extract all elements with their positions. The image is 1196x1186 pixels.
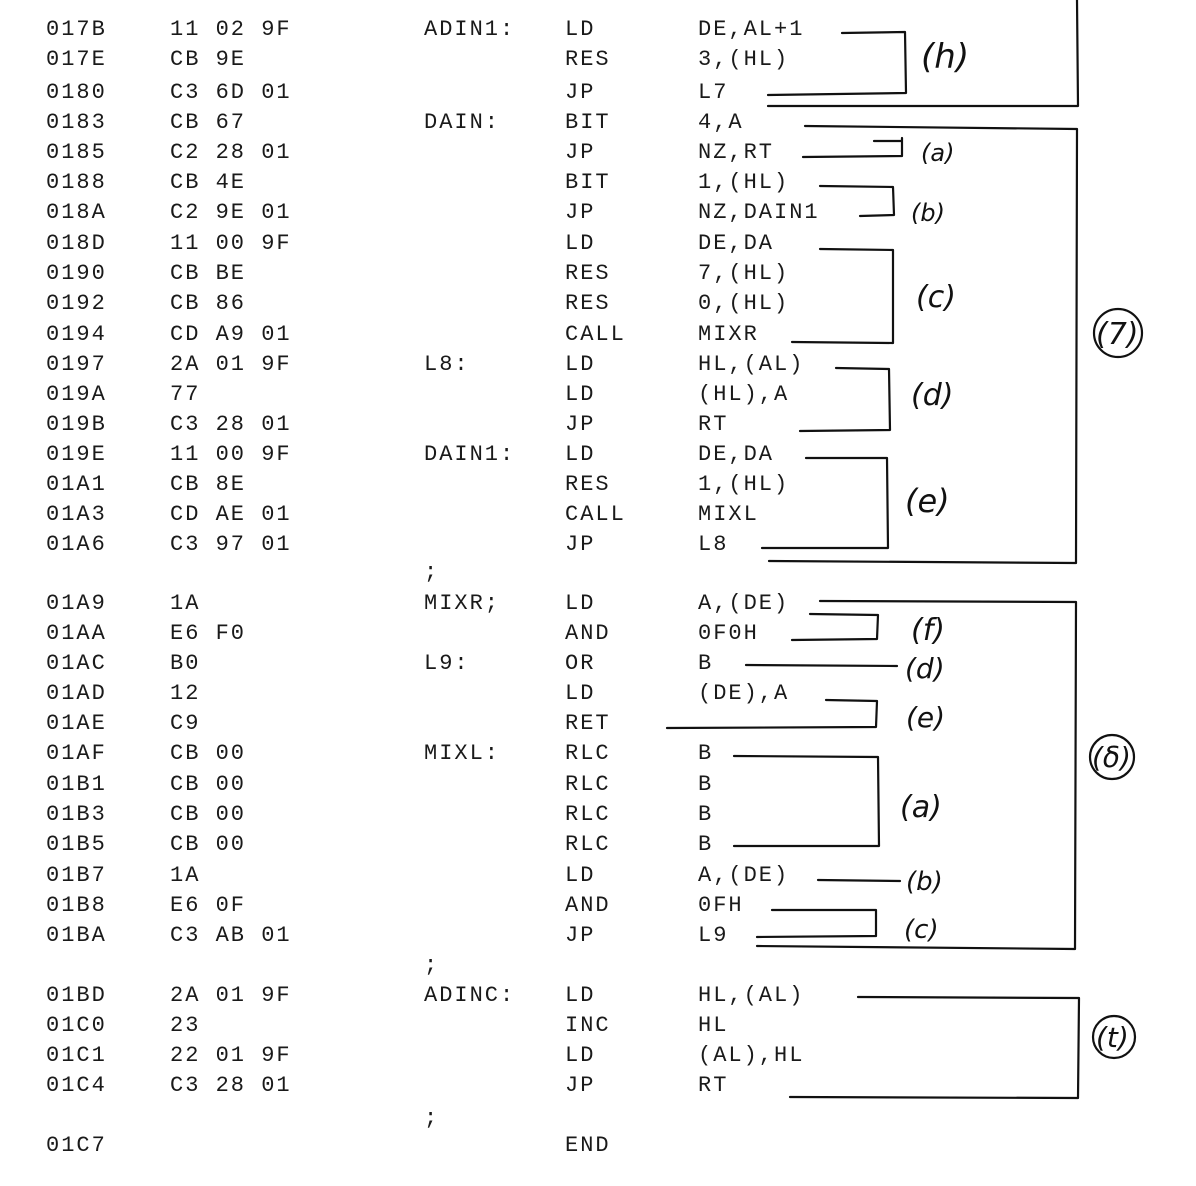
mnemonic: LD	[565, 17, 596, 42]
opcode-bytes: 2A 01 9F	[170, 352, 292, 377]
mnemonic: RES	[565, 472, 611, 497]
operand: L9	[698, 923, 729, 948]
operand: 0F0H	[698, 621, 759, 646]
address: 01BD	[46, 983, 107, 1008]
opcode-bytes: 1A	[170, 591, 201, 616]
operand: B	[698, 651, 714, 676]
address: 01C7	[46, 1133, 107, 1158]
address: 0188	[46, 170, 107, 195]
operand: B	[698, 832, 714, 857]
operand: HL	[698, 1013, 729, 1038]
opcode-bytes: 77	[170, 382, 201, 407]
opcode-bytes: CB 4E	[170, 170, 247, 195]
address: 01AE	[46, 711, 107, 736]
mnemonic: JP	[565, 200, 596, 225]
annotation-d1: (d)	[911, 378, 954, 413]
mnemonic: RES	[565, 291, 611, 316]
opcode-bytes: E6 0F	[170, 893, 247, 918]
opcode-bytes: E6 F0	[170, 621, 247, 646]
opcode-bytes: C3 AB 01	[170, 923, 292, 948]
opcode-bytes: CB 9E	[170, 47, 247, 72]
mnemonic: AND	[565, 621, 611, 646]
address: 01B3	[46, 802, 107, 827]
mnemonic: END	[565, 1133, 611, 1158]
bracket-b1	[820, 186, 894, 216]
operand: 1,(HL)	[698, 472, 790, 497]
mnemonic: CALL	[565, 502, 626, 527]
address: 0197	[46, 352, 107, 377]
annotation-c1: (c)	[916, 280, 956, 315]
opcode-bytes: C3 6D 01	[170, 80, 292, 105]
operand: B	[698, 802, 714, 827]
opcode-bytes: CB 00	[170, 832, 247, 857]
opcode-bytes: C2 9E 01	[170, 200, 292, 225]
operand: A,(DE)	[698, 863, 790, 888]
asm-label: DAIN:	[424, 110, 501, 135]
operand: DE,AL+1	[698, 17, 805, 42]
address: 0183	[46, 110, 107, 135]
mnemonic: INC	[565, 1013, 611, 1038]
operand: RT	[698, 1073, 729, 1098]
address: 01C1	[46, 1043, 107, 1068]
opcode-bytes: 1A	[170, 863, 201, 888]
opcode-bytes: CD AE 01	[170, 502, 292, 527]
separator: ;	[424, 953, 438, 978]
mnemonic: JP	[565, 923, 596, 948]
operand: NZ,RT	[698, 140, 775, 165]
operand: 1,(HL)	[698, 170, 790, 195]
mnemonic: AND	[565, 893, 611, 918]
address: 01A6	[46, 532, 107, 557]
address: 01B7	[46, 863, 107, 888]
bracket-b2	[818, 880, 900, 881]
mnemonic: JP	[565, 140, 596, 165]
bracket-c2	[757, 910, 876, 937]
mnemonic: RLC	[565, 832, 611, 857]
mnemonic: CALL	[565, 322, 626, 347]
bracket-t	[790, 997, 1079, 1098]
operand: DE,DA	[698, 231, 775, 256]
asm-label: L8:	[424, 352, 470, 377]
address: 01AD	[46, 681, 107, 706]
mnemonic: OR	[565, 651, 596, 676]
mnemonic: BIT	[565, 170, 611, 195]
opcode-bytes: CB 00	[170, 802, 247, 827]
address: 01AC	[46, 651, 107, 676]
opcode-bytes: B0	[170, 651, 201, 676]
annotation-d2: (d)	[905, 652, 945, 685]
bracket-d2	[746, 665, 897, 666]
address: 019A	[46, 382, 107, 407]
separator: ;	[424, 1106, 438, 1131]
mnemonic: LD	[565, 1043, 596, 1068]
opcode-bytes: C3 28 01	[170, 412, 292, 437]
mnemonic: LD	[565, 681, 596, 706]
mnemonic: RLC	[565, 772, 611, 797]
mnemonic: RET	[565, 711, 611, 736]
operand: L8	[698, 532, 729, 557]
annotation-a2: (a)	[900, 790, 942, 825]
annotation-group8: (δ)	[1092, 741, 1131, 774]
address: 017B	[46, 17, 107, 42]
mnemonic: LD	[565, 863, 596, 888]
address: 0185	[46, 140, 107, 165]
address: 01B8	[46, 893, 107, 918]
operand: B	[698, 741, 714, 766]
mnemonic: RLC	[565, 802, 611, 827]
address: 0180	[46, 80, 107, 105]
opcode-bytes: 11 02 9F	[170, 17, 292, 42]
opcode-bytes: C9	[170, 711, 201, 736]
opcode-bytes: C3 28 01	[170, 1073, 292, 1098]
address: 018A	[46, 200, 107, 225]
opcode-bytes: 22 01 9F	[170, 1043, 292, 1068]
operand: A,(DE)	[698, 591, 790, 616]
mnemonic: LD	[565, 352, 596, 377]
opcode-bytes: 2A 01 9F	[170, 983, 292, 1008]
bracket-e2	[667, 700, 877, 728]
address: 01C0	[46, 1013, 107, 1038]
opcode-bytes: CB 67	[170, 110, 247, 135]
address: 01BA	[46, 923, 107, 948]
operand: (AL),HL	[698, 1043, 805, 1068]
bracket-a2	[734, 756, 879, 846]
asm-label: MIXR;	[424, 591, 501, 616]
opcode-bytes: CB 86	[170, 291, 247, 316]
mnemonic: LD	[565, 983, 596, 1008]
opcode-bytes: CD A9 01	[170, 322, 292, 347]
address: 01B5	[46, 832, 107, 857]
annotation-c2: (c)	[904, 915, 939, 945]
address: 01C4	[46, 1073, 107, 1098]
address: 01A3	[46, 502, 107, 527]
operand: MIXL	[698, 502, 759, 527]
operand: 4,A	[698, 110, 744, 135]
annotation-groupT: (t)	[1096, 1021, 1129, 1054]
address: 01A9	[46, 591, 107, 616]
address: 018D	[46, 231, 107, 256]
operand: B	[698, 772, 714, 797]
bracket-c1	[792, 249, 893, 343]
operand: (DE),A	[698, 681, 790, 706]
annotation-h: (h)	[921, 37, 970, 77]
address: 01AF	[46, 741, 107, 766]
address: 019E	[46, 442, 107, 467]
mnemonic: RES	[565, 261, 611, 286]
address: 0190	[46, 261, 107, 286]
operand: L7	[698, 80, 729, 105]
mnemonic: JP	[565, 412, 596, 437]
operand: 0FH	[698, 893, 744, 918]
mnemonic: LD	[565, 382, 596, 407]
mnemonic: RES	[565, 47, 611, 72]
annotation-e2: (e)	[906, 701, 946, 734]
asm-label: MIXL:	[424, 741, 501, 766]
operand: HL,(AL)	[698, 983, 805, 1008]
opcode-bytes: CB BE	[170, 261, 247, 286]
bracket-e1	[762, 458, 888, 548]
asm-label: L9:	[424, 651, 470, 676]
bracket-h	[768, 32, 906, 95]
address: 01B1	[46, 772, 107, 797]
bracket-d1	[800, 368, 890, 431]
asm-label: ADINC:	[424, 983, 516, 1008]
opcode-bytes: CB 00	[170, 772, 247, 797]
address: 019B	[46, 412, 107, 437]
operand: 0,(HL)	[698, 291, 790, 316]
opcode-bytes: CB 00	[170, 741, 247, 766]
opcode-bytes: 11 00 9F	[170, 231, 292, 256]
asm-label: ADIN1:	[424, 17, 516, 42]
mnemonic: LD	[565, 442, 596, 467]
separator: ;	[424, 560, 438, 585]
operand: HL,(AL)	[698, 352, 805, 377]
opcode-bytes: 23	[170, 1013, 201, 1038]
operand: 7,(HL)	[698, 261, 790, 286]
operand: MIXR	[698, 322, 759, 347]
mnemonic: BIT	[565, 110, 611, 135]
bracket-a1	[803, 138, 902, 157]
mnemonic: JP	[565, 532, 596, 557]
annotation-f2: (f)	[911, 613, 945, 648]
opcode-bytes: 12	[170, 681, 201, 706]
mnemonic: JP	[565, 1073, 596, 1098]
operand: 3,(HL)	[698, 47, 790, 72]
address: 01A1	[46, 472, 107, 497]
mnemonic: LD	[565, 591, 596, 616]
annotation-a1: (a)	[921, 139, 955, 167]
mnemonic: JP	[565, 80, 596, 105]
mnemonic: RLC	[565, 741, 611, 766]
address: 0194	[46, 322, 107, 347]
annotation-b1: (b)	[911, 199, 945, 227]
opcode-bytes: CB 8E	[170, 472, 247, 497]
asm-label: DAIN1:	[424, 442, 516, 467]
bracket-f2	[792, 614, 878, 640]
address: 017E	[46, 47, 107, 72]
annotation-e1: (e)	[905, 482, 950, 520]
operand: (HL),A	[698, 382, 790, 407]
address: 01AA	[46, 621, 107, 646]
annotation-b2: (b)	[906, 867, 943, 897]
annotation-group7: (7)	[1096, 317, 1139, 352]
address: 0192	[46, 291, 107, 316]
operand: RT	[698, 412, 729, 437]
opcode-bytes: C2 28 01	[170, 140, 292, 165]
mnemonic: LD	[565, 231, 596, 256]
opcode-bytes: 11 00 9F	[170, 442, 292, 467]
operand: DE,DA	[698, 442, 775, 467]
operand: NZ,DAIN1	[698, 200, 820, 225]
opcode-bytes: C3 97 01	[170, 532, 292, 557]
